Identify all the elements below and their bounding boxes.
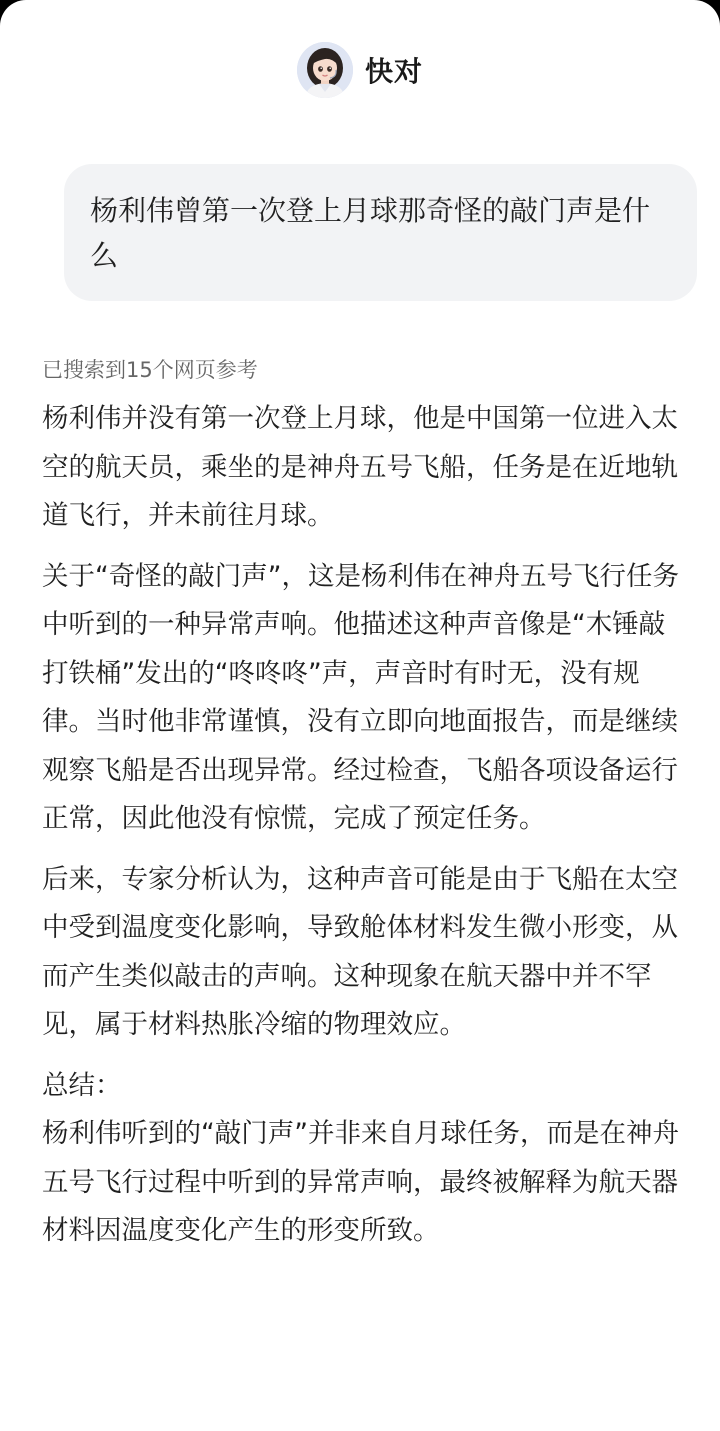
answer-paragraph: 关于“奇怪的敲门声”，这是杨利伟在神舟五号飞行任务中听到的一种异常声响。他描述这种声音像是“木锤敲打铁桶”发出的“咚咚咚”声，声音时有时无，没有规律。当时他非常谨慎，没有立即向地面报告，而是继续观察飞船是否出现异常。经过检查，飞船各项设备运行正常，因此他没有惊慌，完成了预定任务。	[42, 560, 679, 834]
chat-title: 快对	[364, 55, 423, 88]
chat-header	[0, 38, 720, 102]
summary-text: 杨利伟听到的“敲门声”并非来自月球任务，而是在神舟五号飞行过程中听到的异常声响，最终被解释为航天器材料因温度变化产生的形变所致。	[42, 1118, 679, 1246]
answer-paragraph: 后来，专家分析认为，这种声音可能是由于飞船在太空中受到温度变化影响，导致舱体材料发生微小形变，从而产生类似敲击的声响。这种现象在航天器中并不罕见，属于材料热胀冷缩的物理效应。	[42, 863, 678, 1040]
search-reference-note[interactable]: 已搜索到15个网页参考	[42, 358, 258, 382]
assistant-answer	[42, 350, 682, 1256]
assistant-avatar-icon[interactable]	[297, 42, 353, 98]
summary-label: 总结：	[42, 1069, 122, 1101]
user-message-bubble[interactable]: 杨利伟曾第一次登上月球那奇怪的敲门声是什么	[64, 164, 697, 301]
answer-paragraph: 杨利伟并没有第一次登上月球，他是中国第一位进入太空的航天员，乘坐的是神舟五号飞船，任务是在近地轨道飞行，并未前往月球。	[42, 403, 678, 531]
